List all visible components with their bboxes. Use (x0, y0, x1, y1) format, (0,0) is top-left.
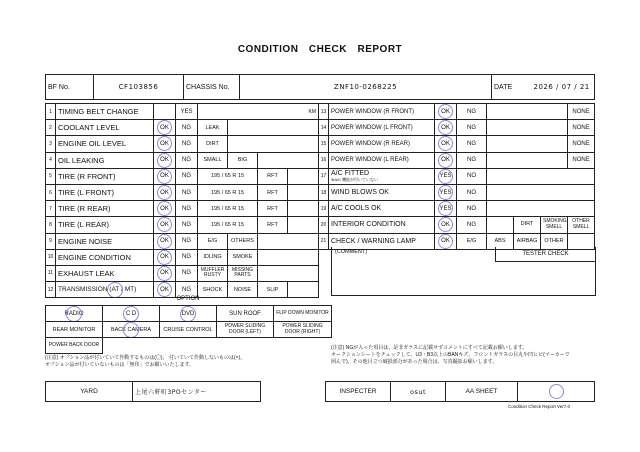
report-title: CONDITION CHECK REPORT (237, 44, 403, 55)
item-label: POWER WINDOW (R FRONT) (329, 104, 435, 120)
interior-option[interactable]: SMOKING SMELL (541, 217, 568, 233)
aa-sheet-check[interactable] (518, 382, 595, 402)
ng-option[interactable]: NG (176, 217, 198, 233)
ng-option[interactable]: NG (176, 120, 198, 136)
chassis-value: ZNF10-0268225 (240, 75, 492, 100)
ok-option[interactable]: OK (154, 136, 176, 152)
check-row-10 (46, 249, 319, 265)
blank-cell (487, 152, 568, 168)
blank-cell (487, 184, 595, 200)
check-row-7 (46, 201, 319, 217)
check-row-15 (319, 136, 595, 152)
item-label: ENGINE CONDITION (56, 249, 154, 265)
detail-option[interactable]: SMOKE (228, 249, 258, 265)
ng-option[interactable]: NG (457, 104, 487, 120)
date-value: 2026 / 07 / 21 (532, 75, 595, 100)
blank-cell (487, 168, 595, 184)
item-label: TIMING BELT CHANGE (56, 104, 154, 120)
ok-option[interactable]: OK (154, 201, 176, 217)
item-label: A/C FITTED ※A/C 機能が付いていない (329, 168, 435, 184)
item-number: 1 (46, 104, 56, 120)
item-number: 17 (319, 168, 329, 184)
ok-option[interactable]: OK (154, 168, 176, 184)
item-label: POWER WINDOW (L REAR) (329, 152, 435, 168)
check-row-11 (46, 265, 319, 281)
item-label: TIRE (L FRONT) (56, 184, 154, 200)
ok-option[interactable]: OK (154, 249, 176, 265)
blank-cell (228, 120, 319, 136)
check-row-9 (46, 233, 319, 249)
item-label: WIND BLOWS OK (329, 184, 435, 200)
blank-cell (258, 233, 319, 249)
inspecter-value: osut (391, 382, 446, 402)
item-number: 9 (46, 233, 56, 249)
ok-option[interactable]: YES (435, 184, 457, 200)
ng-option[interactable]: NO (457, 201, 487, 217)
check-row-2 (46, 120, 319, 136)
option-cd[interactable]: C D (103, 306, 160, 322)
detail-option[interactable]: MUFFLER RUSTY (198, 265, 228, 281)
ng-option[interactable]: NG (176, 136, 198, 152)
detail-option[interactable]: MISSING PARTS (228, 265, 258, 281)
detail-option[interactable]: SMALL (198, 152, 228, 168)
item-number: 8 (46, 217, 56, 233)
item-label: POWER WINDOW (L FRONT) (329, 120, 435, 136)
ok-option[interactable]: YES (435, 168, 457, 184)
header-table (45, 74, 595, 100)
chassis-label: CHASSIS No. (184, 75, 240, 100)
ok-option[interactable]: OK (435, 104, 457, 120)
detail-option[interactable]: BIG (228, 152, 258, 168)
check-row-6 (46, 184, 319, 200)
km-label: KM (198, 104, 319, 120)
option-label: OPTION (176, 296, 200, 302)
none-option[interactable]: NONE (568, 136, 595, 152)
ng-option[interactable]: NG (176, 152, 198, 168)
comment-box (331, 247, 596, 296)
ok-option[interactable]: OK (435, 152, 457, 168)
option-psd-right[interactable]: POWER SLIDING DOOR (RIGHT) (274, 322, 332, 338)
check-row-1 (46, 104, 319, 120)
ng-option[interactable]: NG (176, 168, 198, 184)
ng-option[interactable]: NG (176, 233, 198, 249)
detail-option[interactable]: LEAK (198, 120, 228, 136)
ok-option[interactable]: OK (154, 233, 176, 249)
ok-option[interactable]: OK (435, 120, 457, 136)
option-radio[interactable]: RADIO (46, 306, 103, 322)
interior-option[interactable]: DIRT (514, 217, 541, 233)
ng-option[interactable]: NO (457, 184, 487, 200)
blank-cell (487, 201, 595, 217)
ng-option[interactable]: E/G (457, 233, 487, 249)
lamp-option[interactable]: OTHER (541, 233, 568, 249)
check-row-13 (319, 104, 595, 120)
item-number: 21 (319, 233, 329, 249)
blank-cell (487, 136, 568, 152)
none-option[interactable]: NONE (568, 104, 595, 120)
option-dvd[interactable]: DVD (160, 306, 217, 322)
ok-option[interactable]: OK (154, 265, 176, 281)
ng-option[interactable]: NG (176, 265, 198, 281)
tire-size: 195 / 65 R 15 (198, 201, 258, 217)
check-row-18 (319, 184, 595, 200)
item-label: INTERIOR CONDITION (329, 217, 435, 233)
check-row-4 (46, 152, 319, 168)
item-number: 14 (319, 120, 329, 136)
tire-size: 195 / 65 R 15 (198, 217, 258, 233)
check-row-14 (319, 120, 595, 136)
ok-option[interactable]: YES (435, 201, 457, 217)
item-label: EXHAUST LEAK (56, 265, 154, 281)
ok-option[interactable]: OK (154, 217, 176, 233)
check-row-19 (319, 201, 595, 217)
aa-sheet-label: AA SHEET (446, 382, 518, 402)
interior-option[interactable]: OTHER SMELL (568, 217, 595, 233)
item-label: COOLANT LEVEL (56, 120, 154, 136)
item-label: TIRE (L REAR) (56, 217, 154, 233)
ok-option[interactable]: OK (154, 184, 176, 200)
item-number: 16 (319, 152, 329, 168)
version-text: Condition Check Report Ver7.0 (508, 404, 571, 409)
detail-option[interactable]: RFT (258, 201, 288, 217)
blank-cell (258, 249, 319, 265)
tester-check-label: TESTER CHECK (495, 247, 595, 262)
item-number: 19 (319, 201, 329, 217)
none-option[interactable]: NONE (568, 120, 595, 136)
option-flip-down-monitor[interactable]: FLIP DOWN MONITOR (274, 306, 332, 322)
option-table (45, 305, 332, 354)
note-right: (注意) NGが入った項目は、是非ガラスに記載せずコメントにすべて記載お願いします。 オークションシートをチェックして、U3・B3以上のBANキズ、フロントガラスの目丸や凹ヒビ(マーカーで 囲んで)、その他目立つ破損部分があった場合は、写真撮影お願いします。 (331, 345, 570, 365)
ng-option[interactable]: NG (457, 152, 487, 168)
ok-option[interactable]: OK (154, 152, 176, 168)
item-number: 20 (319, 217, 329, 233)
comment-label: (COMMENT) (335, 249, 368, 255)
item-label: POWER WINDOW (R REAR) (329, 136, 435, 152)
right-check-table (318, 103, 595, 250)
item-number: 5 (46, 168, 56, 184)
detail-option[interactable]: DIRT (198, 136, 228, 152)
ng-option[interactable]: NG (457, 136, 487, 152)
bf-value: CF103856 (94, 75, 184, 100)
item-number: 10 (46, 249, 56, 265)
tire-size: 195 / 65 R 15 (198, 168, 258, 184)
check-row-20 (319, 217, 595, 233)
detail-option[interactable]: SHOCK (198, 282, 228, 298)
yard-label: YARD (46, 382, 133, 402)
blank-cell (288, 201, 319, 217)
ok-option[interactable] (154, 104, 176, 120)
ng-option[interactable]: NG (457, 120, 487, 136)
blank-cell (288, 168, 319, 184)
blank-cell (258, 265, 319, 281)
lamp-option[interactable]: AIRBAG (514, 233, 541, 249)
ok-option[interactable]: OK (154, 120, 176, 136)
ok-option[interactable]: OK (435, 233, 457, 249)
blank-cell (258, 152, 319, 168)
detail-option[interactable]: SLIP (258, 282, 288, 298)
item-sublabel: ※A/C 機能が付いていない (331, 177, 379, 183)
item-number: 15 (319, 136, 329, 152)
detail-option[interactable]: RFT (258, 168, 288, 184)
item-number: 13 (319, 104, 329, 120)
ok-option[interactable]: OK (435, 217, 457, 233)
option-rear-monitor[interactable]: REAR MONITOR (46, 322, 103, 338)
option-cruise-control[interactable]: CRUISE CONTROL (160, 322, 217, 338)
item-label: CHECK / WARNING LAMP (329, 233, 435, 249)
option-power-back-door[interactable]: POWER BACK DOOR (46, 338, 103, 354)
check-row-3 (46, 136, 319, 152)
yard-value: 上尾六軒町3POセンター (133, 382, 261, 402)
item-number: 4 (46, 152, 56, 168)
ok-option[interactable]: OK (154, 282, 176, 298)
item-label: ENGINE NOISE (56, 233, 154, 249)
tire-size: 195 / 65 R 15 (198, 184, 258, 200)
lamp-option[interactable]: ABS (487, 233, 514, 249)
ng-option[interactable]: NG (176, 249, 198, 265)
item-label: TIRE (R FRONT) (56, 168, 154, 184)
bf-label: BF No. (46, 75, 94, 100)
ng-option[interactable]: NG (176, 184, 198, 200)
blank-cell (487, 217, 514, 233)
item-number: 7 (46, 201, 56, 217)
item-number: 3 (46, 136, 56, 152)
check-row-5 (46, 168, 319, 184)
detail-option[interactable]: IDLING (198, 249, 228, 265)
note-left: (注意) オプション品が付いていて作動するものは(〇)、 付いていて作動しないものは(×)。 オプション品が付いていないものは「無印」でお願いいたします。 (45, 355, 246, 368)
option-back-camera[interactable]: BACK CAMERA (103, 322, 160, 338)
check-row-17 (319, 168, 595, 184)
date-label: DATE (492, 75, 532, 100)
none-option[interactable]: NONE (568, 152, 595, 168)
ng-option[interactable]: NG (457, 217, 487, 233)
item-number: 12 (46, 282, 56, 298)
item-number: 18 (319, 184, 329, 200)
item-label: A/C COOLS OK (329, 201, 435, 217)
item-number: 2 (46, 120, 56, 136)
item-number: 6 (46, 184, 56, 200)
detail-option[interactable]: E/G (198, 233, 228, 249)
item-label: ENGINE OIL LEVEL (56, 136, 154, 152)
option-psd-left[interactable]: POWER SLIDING DOOR (LEFT) (217, 322, 274, 338)
ng-option[interactable]: NG (176, 201, 198, 217)
blank-cell (487, 120, 568, 136)
footer-table (45, 381, 595, 402)
inspecter-label: INSPECTER (326, 382, 391, 402)
blank-cell (288, 217, 319, 233)
ok-option[interactable]: OK (435, 136, 457, 152)
item-number: 11 (46, 265, 56, 281)
option-sunroof[interactable]: SUN ROOF (217, 306, 274, 322)
left-check-table (45, 103, 319, 298)
item-label: TRANSMISSION (AT / MT) (56, 282, 154, 298)
item-label: OIL LEAKING (56, 152, 154, 168)
ng-option[interactable]: NO (457, 168, 487, 184)
blank-cell (228, 136, 319, 152)
blank-cell (288, 184, 319, 200)
ng-option[interactable]: NG (176, 282, 198, 298)
detail-option[interactable]: RFT (258, 184, 288, 200)
detail-option[interactable]: OTHERS (228, 233, 258, 249)
detail-option[interactable]: NOISE (228, 282, 258, 298)
blank-cell (487, 104, 568, 120)
detail-option[interactable]: RFT (258, 217, 288, 233)
ng-option[interactable]: YES (176, 104, 198, 120)
check-row-16 (319, 152, 595, 168)
item-label: TIRE (R REAR) (56, 201, 154, 217)
check-row-8 (46, 217, 319, 233)
